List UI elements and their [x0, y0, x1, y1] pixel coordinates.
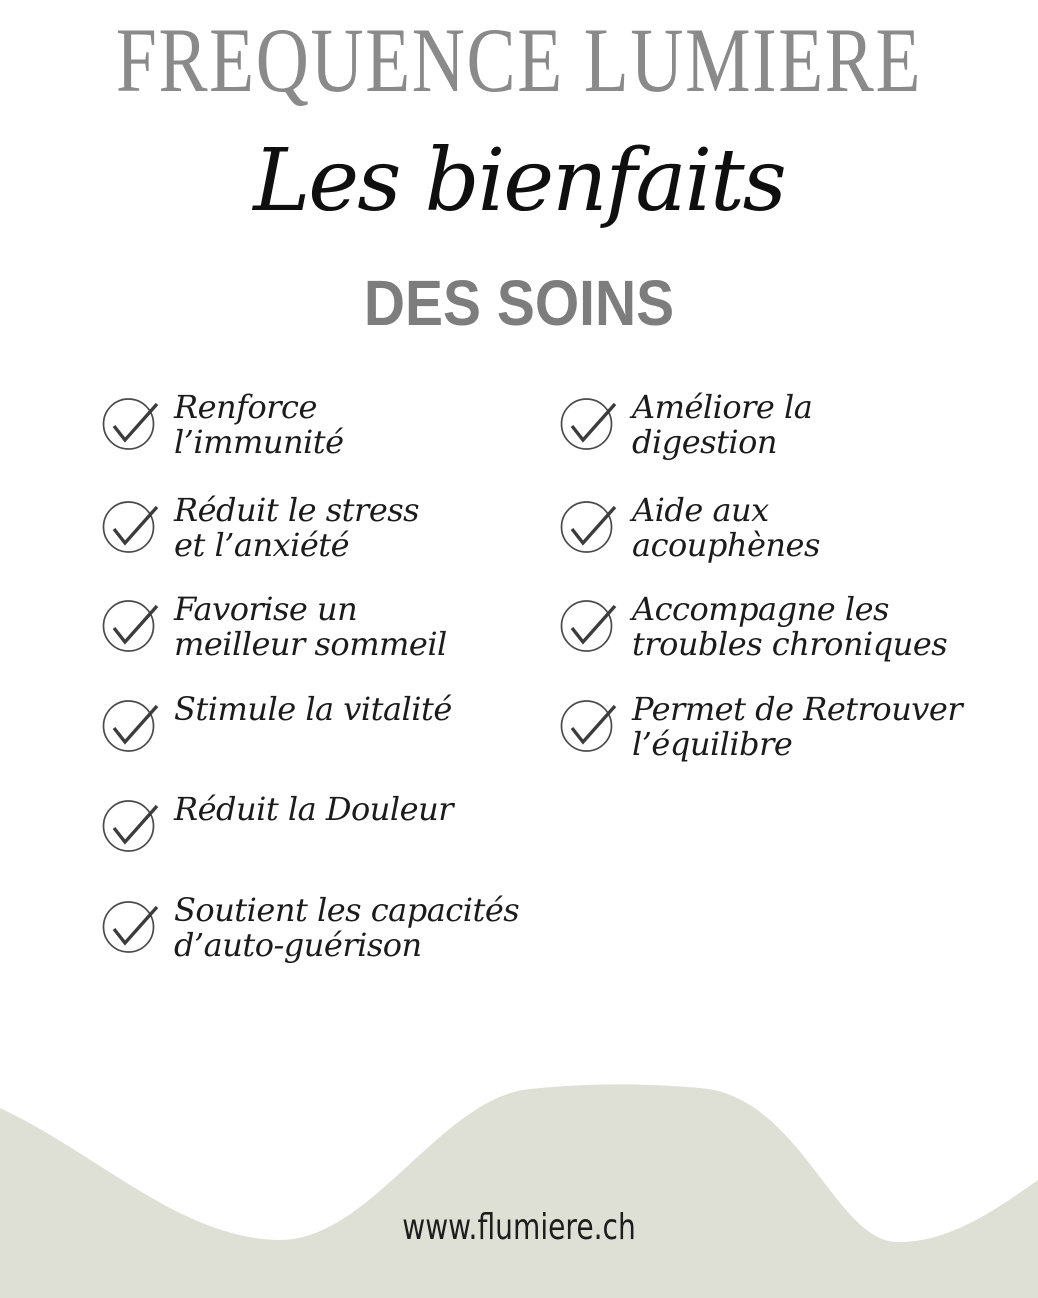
benefit-item [102, 592, 447, 662]
benefit-text: acouphènes [632, 526, 820, 564]
benefit-text: troubles chroniques [632, 625, 948, 663]
brand-title: FREQUENCE LUMIERE [115, 9, 923, 111]
benefit-text: Réduit le stress [174, 491, 420, 529]
benefit-text: Accompagne les [632, 590, 889, 628]
footer-wave [0, 1040, 1038, 1298]
benefit-item [102, 692, 452, 752]
check-circle-icon [560, 499, 618, 553]
check-circle-icon [102, 899, 160, 953]
benefit-text: Favorise un [174, 590, 358, 628]
benefit-item [102, 493, 419, 563]
check-circle-icon [102, 396, 160, 450]
website-url: www.flumiere.ch [402, 1207, 636, 1248]
benefit-text: meilleur sommeil [174, 625, 447, 663]
benefit-text: Améliore la [632, 388, 813, 426]
page-title: Les bienfaits [253, 131, 785, 231]
benefit-text: Permet de Retrouver [632, 690, 963, 728]
benefit-item [560, 390, 812, 460]
benefit-text: et l’anxiété [174, 526, 350, 564]
benefit-text: Renforce [174, 388, 317, 426]
benefit-item [102, 390, 344, 460]
benefit-text: Réduit la Douleur [174, 790, 453, 828]
footer-wave-shape [0, 1084, 1038, 1298]
page-subtitle: DES SOINS [363, 267, 675, 339]
benefit-item [560, 692, 962, 762]
benefit-item [560, 493, 820, 563]
check-circle-icon [560, 698, 618, 752]
check-circle-icon [102, 798, 160, 852]
check-circle-icon [560, 598, 618, 652]
benefit-item [560, 592, 947, 662]
benefit-text: Soutient les capacités [174, 891, 520, 929]
benefit-text: Aide aux [632, 491, 769, 529]
benefit-item [102, 893, 519, 963]
benefit-text: digestion [632, 423, 778, 461]
benefit-text: Stimule la vitalité [174, 690, 452, 728]
benefit-text: d’auto-guérison [174, 926, 422, 964]
check-circle-icon [102, 499, 160, 553]
benefit-text: l’immunité [174, 423, 344, 461]
benefit-text: l’équilibre [632, 725, 793, 763]
check-circle-icon [560, 396, 618, 450]
benefit-item [102, 792, 453, 852]
check-circle-icon [102, 698, 160, 752]
check-circle-icon [102, 598, 160, 652]
